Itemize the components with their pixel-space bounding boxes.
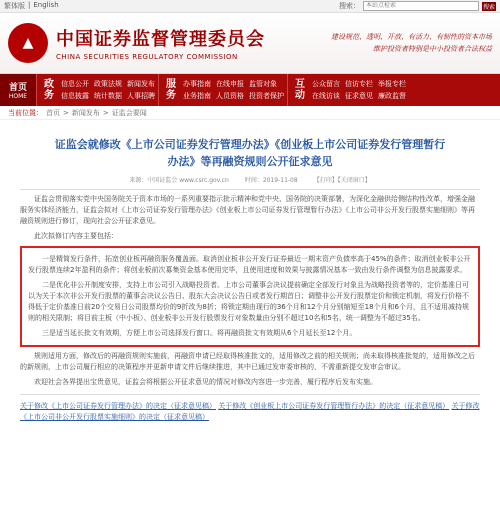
main-nav — [0, 74, 500, 106]
nav-group-interaction — [287, 74, 409, 106]
article-source: 来源：中国证监会 www.csrc.gov.cn — [129, 177, 229, 184]
article-meta — [20, 175, 480, 190]
nav-group-label: 服 务 — [166, 79, 176, 101]
site-title-en: CHINA SECURITIES REGULATORY COMMISSION — [56, 53, 238, 61]
nav-item[interactable]: 征求意见 — [345, 92, 373, 100]
article-title-line-2: 办法》等再融资规则公开征求意见 — [167, 155, 333, 168]
attachment-links — [20, 394, 480, 423]
breadcrumb-separator: > — [63, 108, 69, 117]
attachment-link-3[interactable]: 关于修改《上市公司非公开发行股票实施细则》的决定（征求意见稿） — [20, 402, 480, 421]
nav-item[interactable]: 人员资格 — [216, 92, 244, 100]
nav-home-en: HOME — [8, 93, 28, 100]
nav-group-government-affairs — [36, 74, 158, 106]
site-title-cn: 中国证券监督管理委员会 — [56, 29, 265, 50]
search-button[interactable]: 搜索 — [482, 3, 495, 11]
nav-home[interactable] — [0, 74, 36, 106]
divider: | — [28, 1, 31, 9]
nav-item[interactable]: 公众留言 — [312, 80, 340, 88]
article — [0, 136, 500, 423]
nav-item[interactable]: 统计数据 — [94, 92, 122, 100]
nav-home-cn: 首页 — [8, 83, 27, 93]
breadcrumb-separator: > — [102, 108, 109, 117]
site-banner — [0, 13, 500, 74]
point-2: 二是优化非公开制度安排，支持上市公司引入战略投资者。上市公司董事会决议提前确定全部发行对象且为战略投资者等的，定价基准日可以为关于本次非公开发行股票的董事会决议公告日、股东大会决议公告日或者发行期首日；调整非公开发行股票定价和锁定机制，将发行价格不得低于定价基准日前20个交易日公司股票均价的9折改为8折；将锁定期由现行的36个月和12个月分别缩短至18个月和6个月，且不适用减持规则的相关限制；将目前主板（中小板）、创业板非公开发行股票发行对象数量由分别不超过10名和5名，统一调整为不超过35名。 — [28, 281, 469, 322]
feedback-paragraph: 欢迎社会各界提出宝贵意见，证监会将根据公开征求意见的情况对修改内容进一步完善，履行程序后发布实施。 — [34, 378, 377, 386]
transition-paragraph: 规则适用方面，修改后的再融资规则实施前，再融资申请已经取得核准批文的，适用修改之前的相关规则；尚未取得核准批复的，适用修改之后的新规则，上市公司履行相应的决策程序并更新申请文件后继续推进，其中已通过发审委审核的，不需重新提交发审会审议。 — [20, 352, 475, 371]
csrc-logo-icon: ▲ — [8, 23, 48, 63]
breadcrumb-label: 当前位置： — [8, 108, 43, 117]
nav-group-services — [158, 74, 287, 106]
point-1: 一是精简发行条件，拓宽创业板再融资服务覆盖面。取消创业板非公开发行证券最近一期末资产负债率高于45%的条件；取消创业板非公开发行股票连续2年盈利的条件；将创业板前次募集资金基本使用完毕，且使用进度和效果与披露情况基本一致由发行条件调整为信息披露要求。 — [28, 255, 471, 274]
site-search — [339, 1, 496, 11]
slogan — [331, 31, 492, 55]
lead-paragraph: 此次拟修订内容主要包括： — [34, 232, 118, 240]
nav-item[interactable]: 举报专栏 — [378, 80, 406, 88]
nav-item[interactable]: 信访专栏 — [345, 80, 373, 88]
nav-item[interactable]: 在线申报 — [216, 80, 244, 88]
lang-traditional-link[interactable]: 繁体版 — [4, 2, 25, 10]
nav-item[interactable]: 新闻发布 — [127, 80, 155, 88]
breadcrumb-item-headlines[interactable]: 证监会要闻 — [111, 108, 147, 117]
breadcrumb-item-news[interactable]: 新闻发布 — [71, 108, 100, 117]
slogan-line-1: 建设规范、透明、开放、有活力、有韧性的资本市场 — [331, 33, 492, 41]
nav-item[interactable]: 政策法规 — [94, 80, 122, 88]
attachment-link-2[interactable]: 关于修改《创业板上市公司证券发行管理暂行办法》的决定（征求意见稿） — [218, 402, 450, 410]
breadcrumb — [0, 106, 500, 120]
article-date: 时间：2019-11-08 — [244, 177, 298, 184]
point-3: 三是适当延长批文有效期，方便上市公司选择发行窗口。将再融资批文有效期从6个月延长至12个月。 — [42, 329, 357, 337]
nav-item[interactable]: 廉政监督 — [378, 92, 406, 100]
site-title — [56, 25, 265, 61]
nav-item[interactable]: 投资者保护 — [249, 92, 284, 100]
search-input[interactable] — [363, 1, 479, 11]
article-title — [20, 136, 480, 170]
slogan-line-2: 维护投资者特别是中小投资者合法权益 — [373, 45, 492, 53]
nav-item[interactable]: 信息公开 — [61, 80, 89, 88]
breadcrumb-item-home[interactable]: 首页 — [46, 108, 60, 117]
language-switcher — [4, 1, 59, 11]
nav-group-label: 互 动 — [295, 79, 305, 101]
nav-item[interactable]: 信息披露 — [61, 92, 89, 100]
nav-item[interactable]: 办事指南 — [183, 80, 211, 88]
attachment-link-1[interactable]: 关于修改《上市公司证券发行管理办法》的决定（征求意见稿） — [20, 402, 216, 410]
top-bar — [0, 0, 500, 13]
highlighted-changes-box — [20, 246, 480, 347]
print-close-links[interactable]: 【打印】【关闭窗口】 — [313, 177, 371, 184]
nav-group-label: 政 务 — [44, 79, 54, 101]
intro-paragraph: 证监会贯彻落实党中央国务院关于资本市场的一系列重要指示批示精神和党中央、国务院的决策部署，为深化金融供给侧结构性改革，增强金融服务实体经济能力，证监会拟对《上市公司证券发行管理办法》《创业板上市公司证券发行管理暂行办法》《上市公司非公开发行股票实施细则》等再融资规则进行修订，现向社会公开征求意见。 — [20, 195, 475, 225]
article-title-line-1: 证监会就修改《上市公司证券发行管理办法》《创业板上市公司证券发行管理暂行 — [54, 138, 446, 151]
nav-item[interactable]: 人事招聘 — [127, 92, 155, 100]
nav-item[interactable]: 业务指南 — [183, 92, 211, 100]
nav-item[interactable]: 在线访谈 — [312, 92, 340, 100]
search-label: 搜索： — [339, 2, 360, 10]
nav-item[interactable]: 监管对象 — [249, 80, 277, 88]
lang-english-link[interactable]: English — [33, 1, 59, 9]
